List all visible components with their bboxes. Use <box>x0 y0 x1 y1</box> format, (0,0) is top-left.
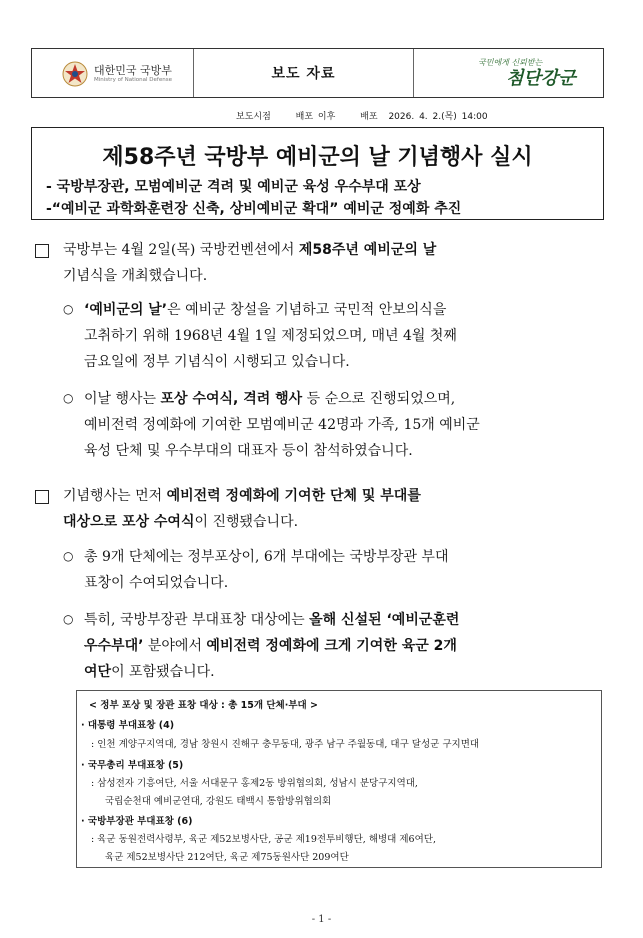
bullet-circle-icon: ○ <box>63 612 74 626</box>
org-name-english: Ministry of National Defense <box>94 77 172 83</box>
s1-b1-line-2: 고취하기 위해 1968년 4월 1일 제정되었으며, 매년 4월 첫째 <box>84 328 457 344</box>
award-recipients-presidential: : 인천 계양구지역대, 경남 창원시 진해구 충무동대, 광주 남구 주월동대, 대구 달성군 구지면대 <box>91 739 480 750</box>
doc-type-label: 보도 자료 <box>271 66 336 82</box>
s2-b2-line-2: 우수부대’ 분야에서 예비전력 정예화에 크게 기여한 육군 2개 <box>84 638 457 654</box>
s1-b1-line-1: ‘예비군의 날’은 예비군 창설을 기념하고 국민적 안보의식을 <box>84 302 447 318</box>
release-label: 보도시점 <box>236 112 271 122</box>
s2-b1-line-2: 표창이 수여되었습니다. <box>84 575 229 591</box>
award-recipients-pm-2: 국립순천대 예비군연대, 강원도 태백시 통합방위협의회 <box>105 796 332 807</box>
bullet-circle-icon: ○ <box>63 302 74 316</box>
award-recipients-minister-2: 육군 제52보병사단 212여단, 육군 제75동원사단 209여단 <box>105 852 349 863</box>
release-date-label: 배포 <box>360 112 378 122</box>
slogan-small: 국민에게 신뢰받는 <box>478 58 543 67</box>
s2-b2-line-1: 특히, 국방부장관 부대표창 대상에는 올해 신설된 ‘예비군훈련 <box>84 612 460 628</box>
subtitle-2: -“예비군 과학화훈련장 신축, 상비예비군 확대” 예비군 정예화 추진 <box>46 201 462 217</box>
main-title: 제58주년 국방부 예비군의 날 기념행사 실시 <box>102 145 533 170</box>
bullet-circle-icon: ○ <box>63 549 74 563</box>
page-number: - 1 - <box>311 914 332 925</box>
award-box-header: < 정부 포상 및 장관 표창 대상 : 총 15개 단체·부대 > <box>89 700 318 711</box>
org-name-korean: 대한민국 국방부 <box>94 64 172 77</box>
release-date: 2026. 4. 2.(목) 14:00 <box>388 112 488 122</box>
award-category-minister: · 국방부장관 부대표창 (6) <box>81 816 193 827</box>
s1-b1-line-3: 금요일에 정부 기념식이 시행되고 있습니다. <box>84 354 350 370</box>
section-1-bullet <box>35 244 49 258</box>
section-2-bullet <box>35 490 49 504</box>
award-recipients-pm-1: : 삼성전자 기흥여단, 서울 서대문구 홍제2동 방위협의회, 성남시 분당구지역대, <box>91 778 418 789</box>
slogan-logo: 첨단강군 <box>506 68 576 89</box>
doc-type-cell <box>194 49 414 97</box>
s2-b2-line-3: 여단이 포함됐습니다. <box>84 664 215 680</box>
title-box <box>31 127 604 220</box>
section-1-line-1: 국방부는 4월 2일(목) 국방컨벤션에서 제58주년 예비군의 날 <box>63 242 437 258</box>
award-list-box <box>76 690 602 868</box>
section-2-line-1: 기념행사는 먼저 예비전력 정예화에 기여한 단체 및 부대를 <box>63 488 421 504</box>
release-timing: 배포 이후 <box>295 112 336 122</box>
ministry-emblem-icon <box>62 61 88 87</box>
press-header <box>31 48 604 98</box>
award-category-pm: · 국무총리 부대표창 (5) <box>81 760 184 771</box>
s1-b2-line-2: 예비전력 정예화에 기여한 모범예비군 42명과 가족, 15개 예비군 <box>84 417 480 433</box>
s2-b1-line-1: 총 9개 단체에는 정부포상이, 6개 부대에는 국방부장관 부대 <box>84 549 449 565</box>
section-1-line-2: 기념식을 개최했습니다. <box>63 268 208 284</box>
subtitle-1: - 국방부장관, 모범예비군 격려 및 예비군 육성 우수부대 포상 <box>46 179 421 195</box>
s1-b2-line-3: 육성 단체 및 우수부대의 대표자 등이 참석하였습니다. <box>84 443 413 459</box>
release-info <box>236 109 488 122</box>
slogan-cell <box>414 49 604 97</box>
bullet-circle-icon: ○ <box>63 391 74 405</box>
ministry-logo-cell <box>32 49 194 97</box>
s1-b2-line-1: 이날 행사는 포상 수여식, 격려 행사 등 순으로 진행되었으며, <box>84 391 456 407</box>
section-2-line-2: 대상으로 포상 수여식이 진행됐습니다. <box>63 514 299 530</box>
award-category-presidential: · 대통령 부대표창 (4) <box>81 720 175 731</box>
award-recipients-minister-1: : 육군 동원전력사령부, 육군 제52보병사단, 공군 제19전투비행단, 해병대 제6여단, <box>91 834 436 845</box>
